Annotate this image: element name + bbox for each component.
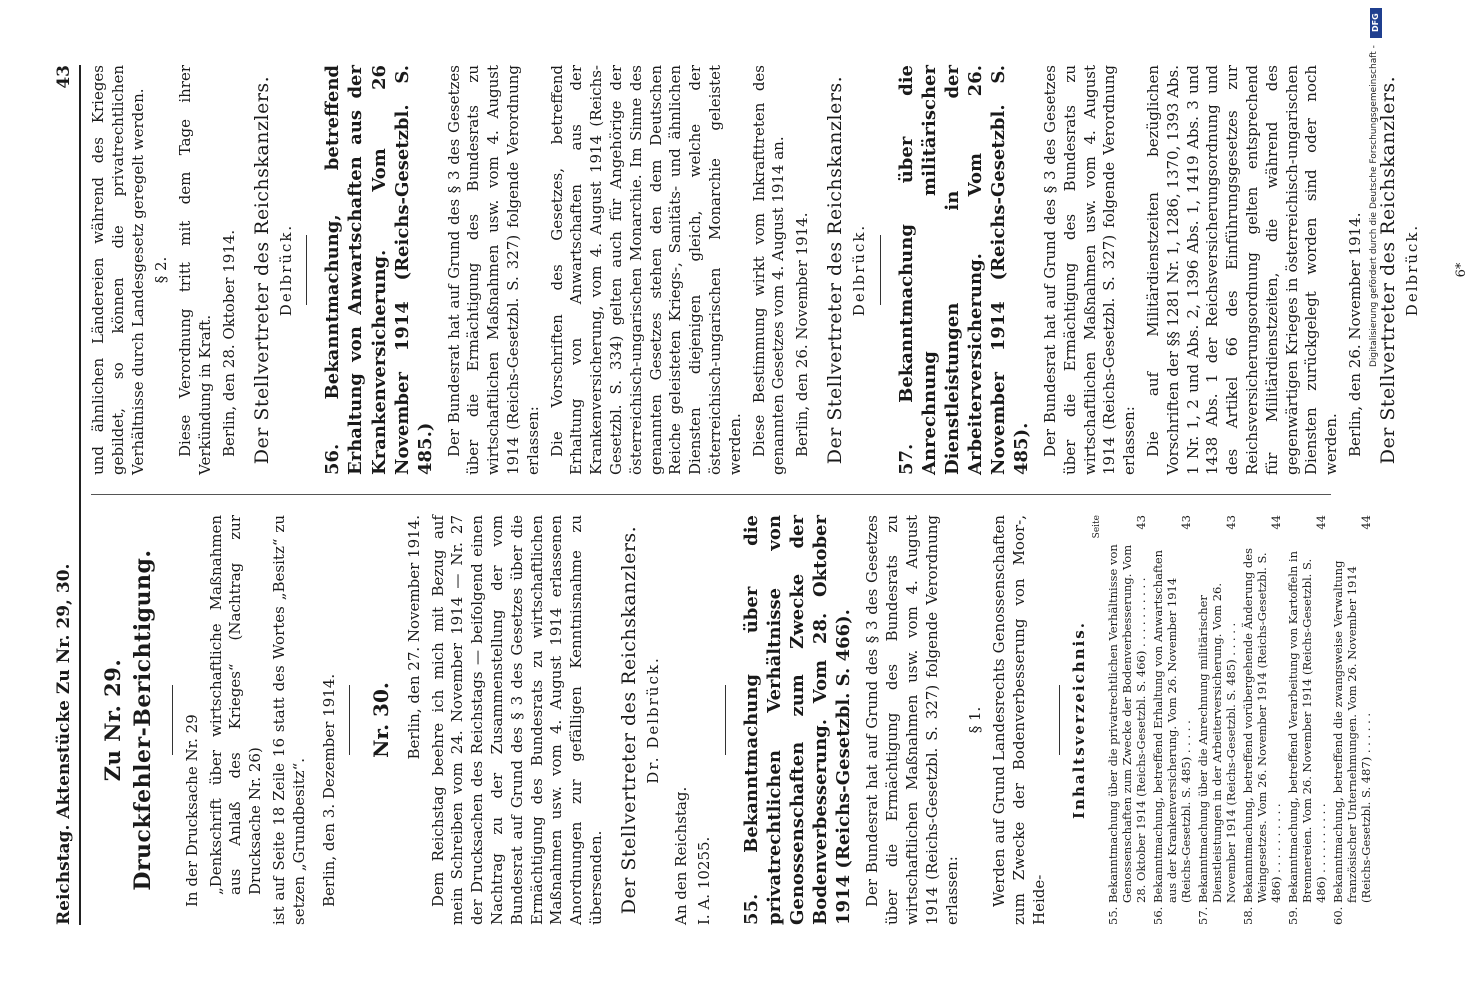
s57-signature: Der Stellvertreter des Reichskanzlers. bbox=[1376, 75, 1399, 465]
page-number: 43 bbox=[53, 65, 74, 89]
s56-text-2: Die Vorschriften des Gesetzes, betreffend Erhaltung von Anwartschaften aus der Krankenversicherung, vom 4. August 1914 (Reichs-Gesetzbl. S. 334) gelten auch für Angehörige der österreichisch-ungarischen Monarchie. Im Sinne des genannten Gesetzes stehen den dem Deutschen Reiche geleisteten Kriegs-, Sanitäts- und ähnlichen Diensten diejenigen gleich, welche der österreichisch-ungarischen Monarchie geleistet werden. bbox=[547, 65, 744, 475]
short-rule bbox=[349, 685, 350, 755]
column-right bbox=[89, 65, 1470, 475]
toc-page: 43 bbox=[1179, 515, 1194, 530]
s55-signer: Delbrück. bbox=[276, 223, 295, 317]
toc-number: 59. bbox=[1286, 906, 1301, 925]
toc-page: 44 bbox=[1314, 515, 1329, 530]
s57-heading: 57. Bekanntmachung über die Anrechnung militärischer Dienstleistungen in der Arbeiterversicherung. Vom 26. November 1914 (Reichs-Gesetzbl. S. 485). bbox=[895, 65, 1032, 475]
toc-text: Bekanntmachung, betreffend Verarbeitung von Kartoffeln in Brennereien. Vom 26. November 1914 (Reichs-Gesetzbl. S. 486) . . . . . . . . . . bbox=[1286, 550, 1329, 903]
toc-item bbox=[1151, 515, 1193, 925]
toc-number: 58. bbox=[1241, 906, 1256, 925]
toc-number: 55. bbox=[1106, 906, 1121, 925]
s55-signature: Der Stellvertreter des Reichskanzlers. bbox=[250, 75, 273, 465]
dfg-logo: DFG bbox=[1370, 8, 1382, 38]
s57-signer: Delbrück. bbox=[1402, 223, 1421, 317]
toc-number: 60. bbox=[1331, 906, 1346, 925]
nr30-signer: Dr. Delbrück. bbox=[643, 656, 662, 784]
toc-page: 44 bbox=[1359, 515, 1374, 530]
continuation-text: und ähnlichen Ländereien während des Krieges gebildet, so können die privatrechtlichen Verhältnisse durch Landesgesetz geregelt werden. bbox=[89, 65, 147, 475]
short-rule bbox=[1059, 685, 1060, 755]
toc-item bbox=[1331, 515, 1373, 925]
toc-seite-label: Seite bbox=[1092, 515, 1103, 539]
short-rule bbox=[172, 685, 173, 755]
toc-item bbox=[1241, 515, 1283, 925]
toc-text: Bekanntmachung, betreffend vorübergehende Änderung des Weingesetzes. Vom 26. November 1914 (Reichs-Gesetzbl. S. 486) . . . . . . . . . . bbox=[1241, 548, 1284, 903]
running-head bbox=[51, 65, 81, 925]
toc-item bbox=[1286, 515, 1328, 925]
nr30-reference: I. A. 10255. bbox=[695, 836, 714, 925]
toc-page: 43 bbox=[1224, 515, 1239, 530]
s55-heading: 55. Bekanntmachung über die privatrechtlichen Verhältnisse von Genossenschaften zum Zwecke der Bodenverbesserung. Vom 28. Oktober 1914 (Reichs-Gesetzbl. S. 466). bbox=[741, 515, 855, 925]
nr30-date: Berlin, den 27. November 1914. bbox=[404, 515, 423, 760]
s55-paragraph-1: § 1. bbox=[966, 706, 985, 734]
s56-date: Berlin, den 26. November 1914. bbox=[793, 212, 812, 457]
s55-paragraph-2: § 2. bbox=[152, 256, 171, 284]
drucksache-heading: Zu Nr. 29. bbox=[100, 658, 125, 782]
berichtigung-text-2: „Denkschrift über wirtschaftliche Maßnahmen aus Anlaß des Krieges“ (Nachtrag zur Drucksache Nr. 26) bbox=[206, 515, 265, 895]
nr30-signature: Der Stellvertreter des Reichskanzlers. bbox=[617, 525, 640, 915]
s55-paragraph-2-text: Diese Verordnung tritt mit dem Tage ihrer Verkündung in Kraft. bbox=[176, 65, 214, 475]
toc-text: Bekanntmachung über die privatrechtlichen Verhältnisse von Genossenschaften zum Zwecke der Bodenverbesserung. Vom 28. Oktober 1914 (Reichs-Gesetzbl. S. 466) . . . . . . . . . . bbox=[1106, 544, 1149, 903]
toc-text: Bekanntmachung, betreffend Erhaltung von Anwartschaften aus der Krankenversicherung. Vom 26. November 1914 (Reichs-Gesetzbl. S. 485) . . . . . bbox=[1151, 549, 1194, 903]
toc-page: 43 bbox=[1134, 515, 1149, 530]
toc-number: 56. bbox=[1151, 906, 1166, 925]
short-rule bbox=[725, 685, 726, 755]
s56-text-3: Diese Bestimmung wirkt vom Inkrafttreten des genannten Gesetzes vom 4. August 1914 an. bbox=[749, 65, 788, 475]
berichtigung-heading: Druckfehler-Berichtigung. bbox=[129, 549, 156, 891]
toc-text: Bekanntmachung, betreffend die zwangsweise Verwaltung französischer Unternehmungen. Vom 26. November 1914 (Reichs-Gesetzbl. S. 487) . . . . . . bbox=[1331, 560, 1374, 903]
nr30-text: Dem Reichstag beehre ich mich mit Bezug auf mein Schreiben vom 24. November 1914 — Nr. 27 der Drucksachen des Reichstags — beifolgend einen Nachtrag zu der Zusammenstellung der vom Bundesrat auf Grund des § 3 des Gesetzes über die Ermächtigung des Bundesrats zu wirtschaftlichen Maßnahmen usw. vom 4. August 1914 erlassenen Anordnungen zur gefälligen Kenntnisnahme zu übersenden. bbox=[428, 515, 605, 925]
toc-title: Inhaltsverzeichnis. bbox=[1070, 621, 1089, 819]
nr30-addressee: An den Reichstag. bbox=[671, 786, 690, 925]
s57-text-2: Die auf Militärdienstzeiten bezüglichen Vorschriften der §§ 1281 Nr. 1, 1286, 1370, 1393 Abs. 1 Nr. 1, 2 und Abs. 2, 1396 Abs. 1, 1419 Abs. 3 und 1438 Abs. 1 der Reichsversicherungsordnung und des Artikel 66 des Einführungsgesetzes zur Reichsversicherungsordnung gelten entsprechend für Militärdienstzeiten, die während des gegenwärtigen Krieges in österreichisch-ungarischen Diensten zurückgelegt worden sind oder noch werden. bbox=[1144, 65, 1341, 475]
s57-date: Berlin, den 26. November 1914. bbox=[1345, 212, 1364, 457]
running-head-title: Reichstag. Aktenstücke Zu Nr. 29, 30. bbox=[53, 563, 74, 925]
toc-list bbox=[1106, 515, 1373, 925]
berichtigung-date: Berlin, den 3. Dezember 1914. bbox=[319, 673, 338, 907]
toc-text: Bekanntmachung über die Anrechnung militärischer Dienstleistungen in der Arbeiterversicherung. Vom 26. November 1914 (Reichs-Gesetzbl. S. 485) . . . . . bbox=[1196, 582, 1239, 903]
nr30-heading: Nr. 30. bbox=[369, 682, 394, 758]
toc-item bbox=[1106, 515, 1148, 925]
column-left bbox=[89, 515, 1376, 925]
column-divider bbox=[91, 494, 1331, 495]
s56-heading: 56. Bekanntmachung, betreffend Erhaltung von Anwartschaften aus der Krankenversicherung. Vom 26 November 1914 (Reichs-Gesetzbl. S. 485.) bbox=[322, 65, 436, 475]
s55-paragraph-1-text: Werden auf Grund Landesrechts Genossenschaften zum Zwecke der Bodenverbesserung von Moor-, Heide- bbox=[990, 515, 1048, 925]
toc-number: 57. bbox=[1196, 906, 1211, 925]
berichtigung-text-3: ist auf Seite 18 Zeile 16 statt des Wortes „Besitz“ zu setzen „Grundbesitz“. bbox=[269, 515, 308, 925]
s56-signer: Delbrück. bbox=[850, 223, 869, 317]
digitization-credit: Digitalisierung gefördert durch die Deutsche Forschungsgemeinschaft - bbox=[1369, 45, 1379, 367]
s57-text-1: Der Bundesrat hat auf Grund des § 3 des Gesetzes über die Ermächtigung des Bundesrats zu wirtschaftlichen Maßnahmen usw. vom 4. August 1914 (Reichs-Gesetzbl. S. 327) folgende Verordnung erlassen: bbox=[1041, 65, 1139, 475]
toc-page: 44 bbox=[1269, 515, 1284, 530]
s56-signature: Der Stellvertreter des Reichskanzlers. bbox=[823, 75, 846, 465]
s56-text-1: Der Bundesrat hat auf Grund des § 3 des Gesetzes über die Ermächtigung des Bundesrats zu wirtschaftlichen Maßnahmen usw. vom 4. August 1914 (Reichs-Gesetzbl. S. 327) folgende Verordnung erlassen: bbox=[444, 65, 542, 475]
berichtigung-text-1: In der Drucksache Nr. 29 bbox=[182, 714, 201, 907]
short-rule bbox=[306, 235, 307, 305]
s55-text: Der Bundesrat hat auf Grund des § 3 des Gesetzes über die Ermächtigung des Bundesrats zu wirtschaftlichen Maßnahmen usw. vom 4. August 1914 (Reichs-Gesetzbl. S. 327) folgende Verordnung erlassen: bbox=[863, 515, 961, 925]
signature-mark: 6* bbox=[1453, 262, 1469, 278]
toc-item bbox=[1196, 515, 1238, 925]
s55-date: Berlin, den 28. Oktober 1914. bbox=[219, 229, 238, 457]
short-rule bbox=[880, 235, 881, 305]
